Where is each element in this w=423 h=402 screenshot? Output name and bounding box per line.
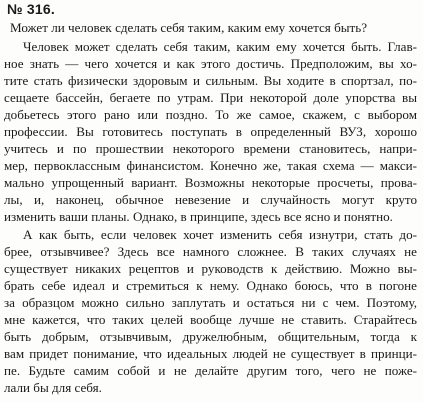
paragraph-1-line: ное знать — чего хочется и как этого достичь. Предположим, вы хо- xyxy=(4,56,417,71)
paragraph-2-line: быть добрым, отзывчивым, дружелюбным, общительным, тогда к xyxy=(4,329,417,344)
paragraph-1-line: добьетесь этого рано или поздно. То же самое, скажем, с выбором xyxy=(4,107,417,122)
exercise-number: № 316. xyxy=(7,1,55,17)
paragraph-2-line: брее, отзывчивее? Здесь все намного сложнее. В таких случаях не xyxy=(4,244,417,259)
paragraph-1-line: мер, первоклассным финансистом. Конечно же, такая схема — макси- xyxy=(4,158,417,173)
paragraph-2-line: пе. Будьте самим собой и не делайте другим того, чего не поже- xyxy=(4,363,417,378)
exercise-question: Может ли человек сделать себя таким, каким ему хочется быть? xyxy=(10,20,368,35)
paragraph-1-line: тите стать физически здоровым и сильным. Вы ходите в спортзал, по- xyxy=(4,73,417,88)
paragraph-2-line: брать себе идеал и стремиться к нему. Однако боюсь, что в погоне xyxy=(4,278,417,293)
paragraph-2-line: лали бы для себя. xyxy=(4,380,102,395)
paragraph-1-line: Человек может сделать себя таким, каким ему хочется быть. Глав- xyxy=(23,39,417,54)
paragraph-1-line: изменить ваши планы. Однако, в принципе, здесь все ясно и понятно. xyxy=(4,209,393,224)
paragraph-1-line: мально упрощенный вариант. Возможны некоторые просчеты, прова- xyxy=(4,175,417,190)
paragraph-1-line: лы, и, наконец, обычное невезение и случайность могут круто xyxy=(4,192,417,207)
paragraph-1-line: сещаете бассейн, бегаете по утрам. При некоторой доле упорства вы xyxy=(4,90,417,105)
paragraph-1-line: профессии. Вы готовитесь поступать в определенный ВУЗ, хорошо xyxy=(4,124,417,139)
paragraph-2-line: существует никаких рецептов и руководств к действию. Можно вы- xyxy=(4,261,417,276)
paragraph-2-line: за образцом можно сильно заплутать и остаться ни с чем. Поэтому, xyxy=(4,295,417,310)
paragraph-1-line: учитесь и по прошествии некоторого времени становитесь, напри- xyxy=(4,141,417,156)
paragraph-2-line: мне кажется, что таких целей вообще лучше не ставить. Старайтесь xyxy=(4,312,417,327)
paragraph-2-line: вам придет понимание, что идеальных людей не существует в принци- xyxy=(4,346,417,361)
paragraph-2-line: А как быть, если человек хочет изменить себя изнутри, стать до- xyxy=(23,227,417,242)
